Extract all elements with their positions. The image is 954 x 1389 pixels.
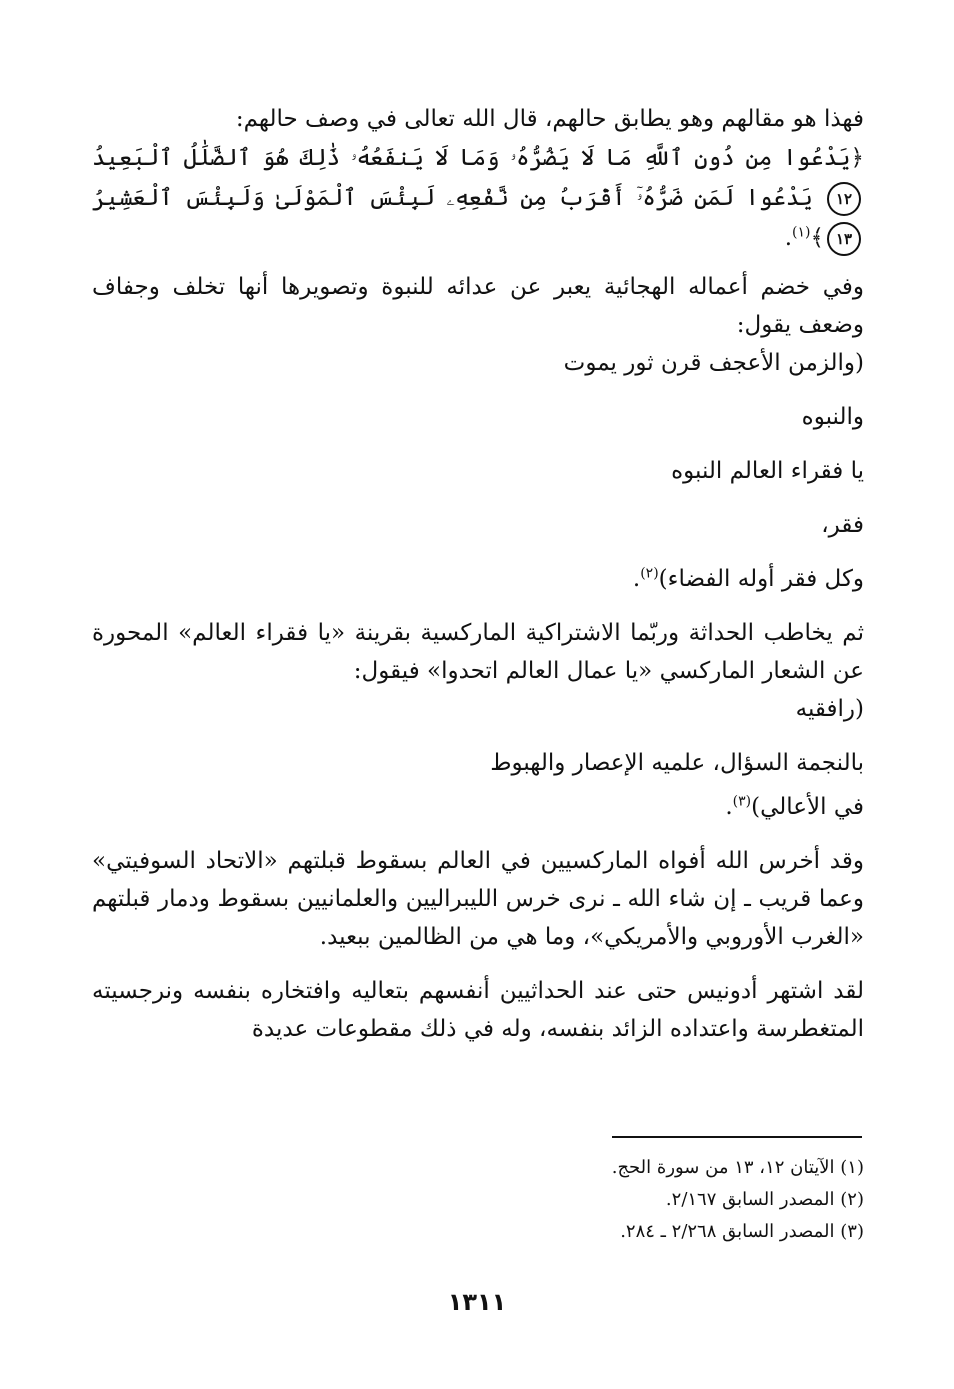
quran-verse-13: يَدْعُوا لَمَن ضَرُّهُۥٓ أَقْرَبُ مِن نَّفْعِهِۦ لَبِئْسَ ٱلْمَوْلَىٰ وَلَبِئْسَ ٱلْعَشِيرُ — [92, 185, 813, 211]
poem-1-end: . — [632, 566, 641, 592]
poem-2-line-1: (رافقيه — [795, 696, 864, 722]
poem-1-line-2: والنبوه — [801, 404, 864, 430]
footnote-ref-3: (٣) — [732, 793, 752, 810]
main-text — [92, 100, 864, 1048]
quran-verse — [92, 138, 864, 258]
poem-1-line-4: فقر، — [821, 512, 864, 538]
poem-2 — [92, 690, 864, 826]
poem-1-line-1: (والزمن الأعجف قرن ثور يموت — [563, 350, 864, 376]
poem-2-line-3-text: في الأعالي) — [751, 794, 864, 820]
paragraph-3-text: ثم يخاطب الحداثة وربّما الاشتراكية الماركسية بقرينة «يا فقراء العالم» المحورة عن الشعار الماركسي «يا عمال العالم اتحدوا» فيقول: — [92, 620, 864, 684]
ayah-number-13: ١٣ — [827, 222, 861, 256]
sentence-end: . — [784, 225, 793, 251]
intro-text: فهذا هو مقالهم وهو يطابق حالهم، قال الله تعالى في وصف حالهم: — [235, 106, 864, 132]
poem-2-line-2: بالنجمة السؤال، علميه الإعصار والهبوط — [490, 750, 864, 776]
paragraph-4-text: وقد أخرس الله أفواه الماركسيين في العالم بسقوط قبلتهم «الاتحاد السوفيتي» وعما قريب ـ إن شاء الله ـ نرى خرس الليبراليين والعلمانيين بسقوط ودمار قبلتهم «الغرب الأوروبي والأمريكي»، وما هي من الظالمين ببعيد. — [92, 848, 864, 950]
paragraph-4 — [92, 842, 864, 956]
ayah-number-12: ١٢ — [827, 182, 861, 216]
poem-1-line-3: يا فقراء العالم النبوه — [671, 458, 864, 484]
poem-2-end: . — [725, 794, 733, 820]
footnote-divider — [612, 1136, 862, 1138]
footnotes — [92, 1153, 864, 1249]
footnote-ref-2: (٢) — [640, 565, 659, 582]
poem-1-line-5-text: وكل فقر أوله الفضاء) — [658, 566, 864, 592]
footnote-2: (٢) المصدر السابق ٢/١٦٧. — [665, 1189, 864, 1210]
paragraph-intro — [92, 100, 864, 138]
page-number: ١٣١١ — [447, 1288, 507, 1316]
footnote-ref-1: (١) — [792, 224, 811, 241]
poem-1 — [92, 344, 864, 598]
footnote-1: (١) الآيتان ١٢، ١٣ من سورة الحج. — [611, 1157, 864, 1178]
footnote-3: (٣) المصدر السابق ٢/٢٦٨ ـ ٢٨٤. — [620, 1221, 864, 1242]
quran-verse-12: ﴿يَدْعُوا مِن دُونِ ٱللَّهِ مَا لَا يَضُرُّهُۥ وَمَا لَا يَنفَعُهُۥ ذَٰلِكَ هُوَ ٱلضَّلَٰلُ ٱلْبَعِيدُ — [92, 145, 864, 171]
paragraph-3 — [92, 614, 864, 690]
paragraph-5-text: لقد اشتهر أدونيس حتى عند الحداثيين أنفسهم بتعاليه وافتخاره بنفسه ونرجسيته المتغطرسة واعتداده الزائد بنفسه، وله في ذلك مقطوعات عديدة — [92, 978, 864, 1042]
paragraph-2-text: وفي خضم أعماله الهجائية يعبر عن عدائه للنبوة وتصويرها أنها تخلف وجفاف وضعف يقول: — [92, 274, 864, 338]
paragraph-5 — [92, 972, 864, 1048]
paragraph-2 — [92, 268, 864, 344]
poem-2-line-3 — [92, 788, 864, 826]
quran-close-bracket: ﴾ — [810, 225, 824, 251]
poem-1-line-5 — [92, 560, 864, 598]
